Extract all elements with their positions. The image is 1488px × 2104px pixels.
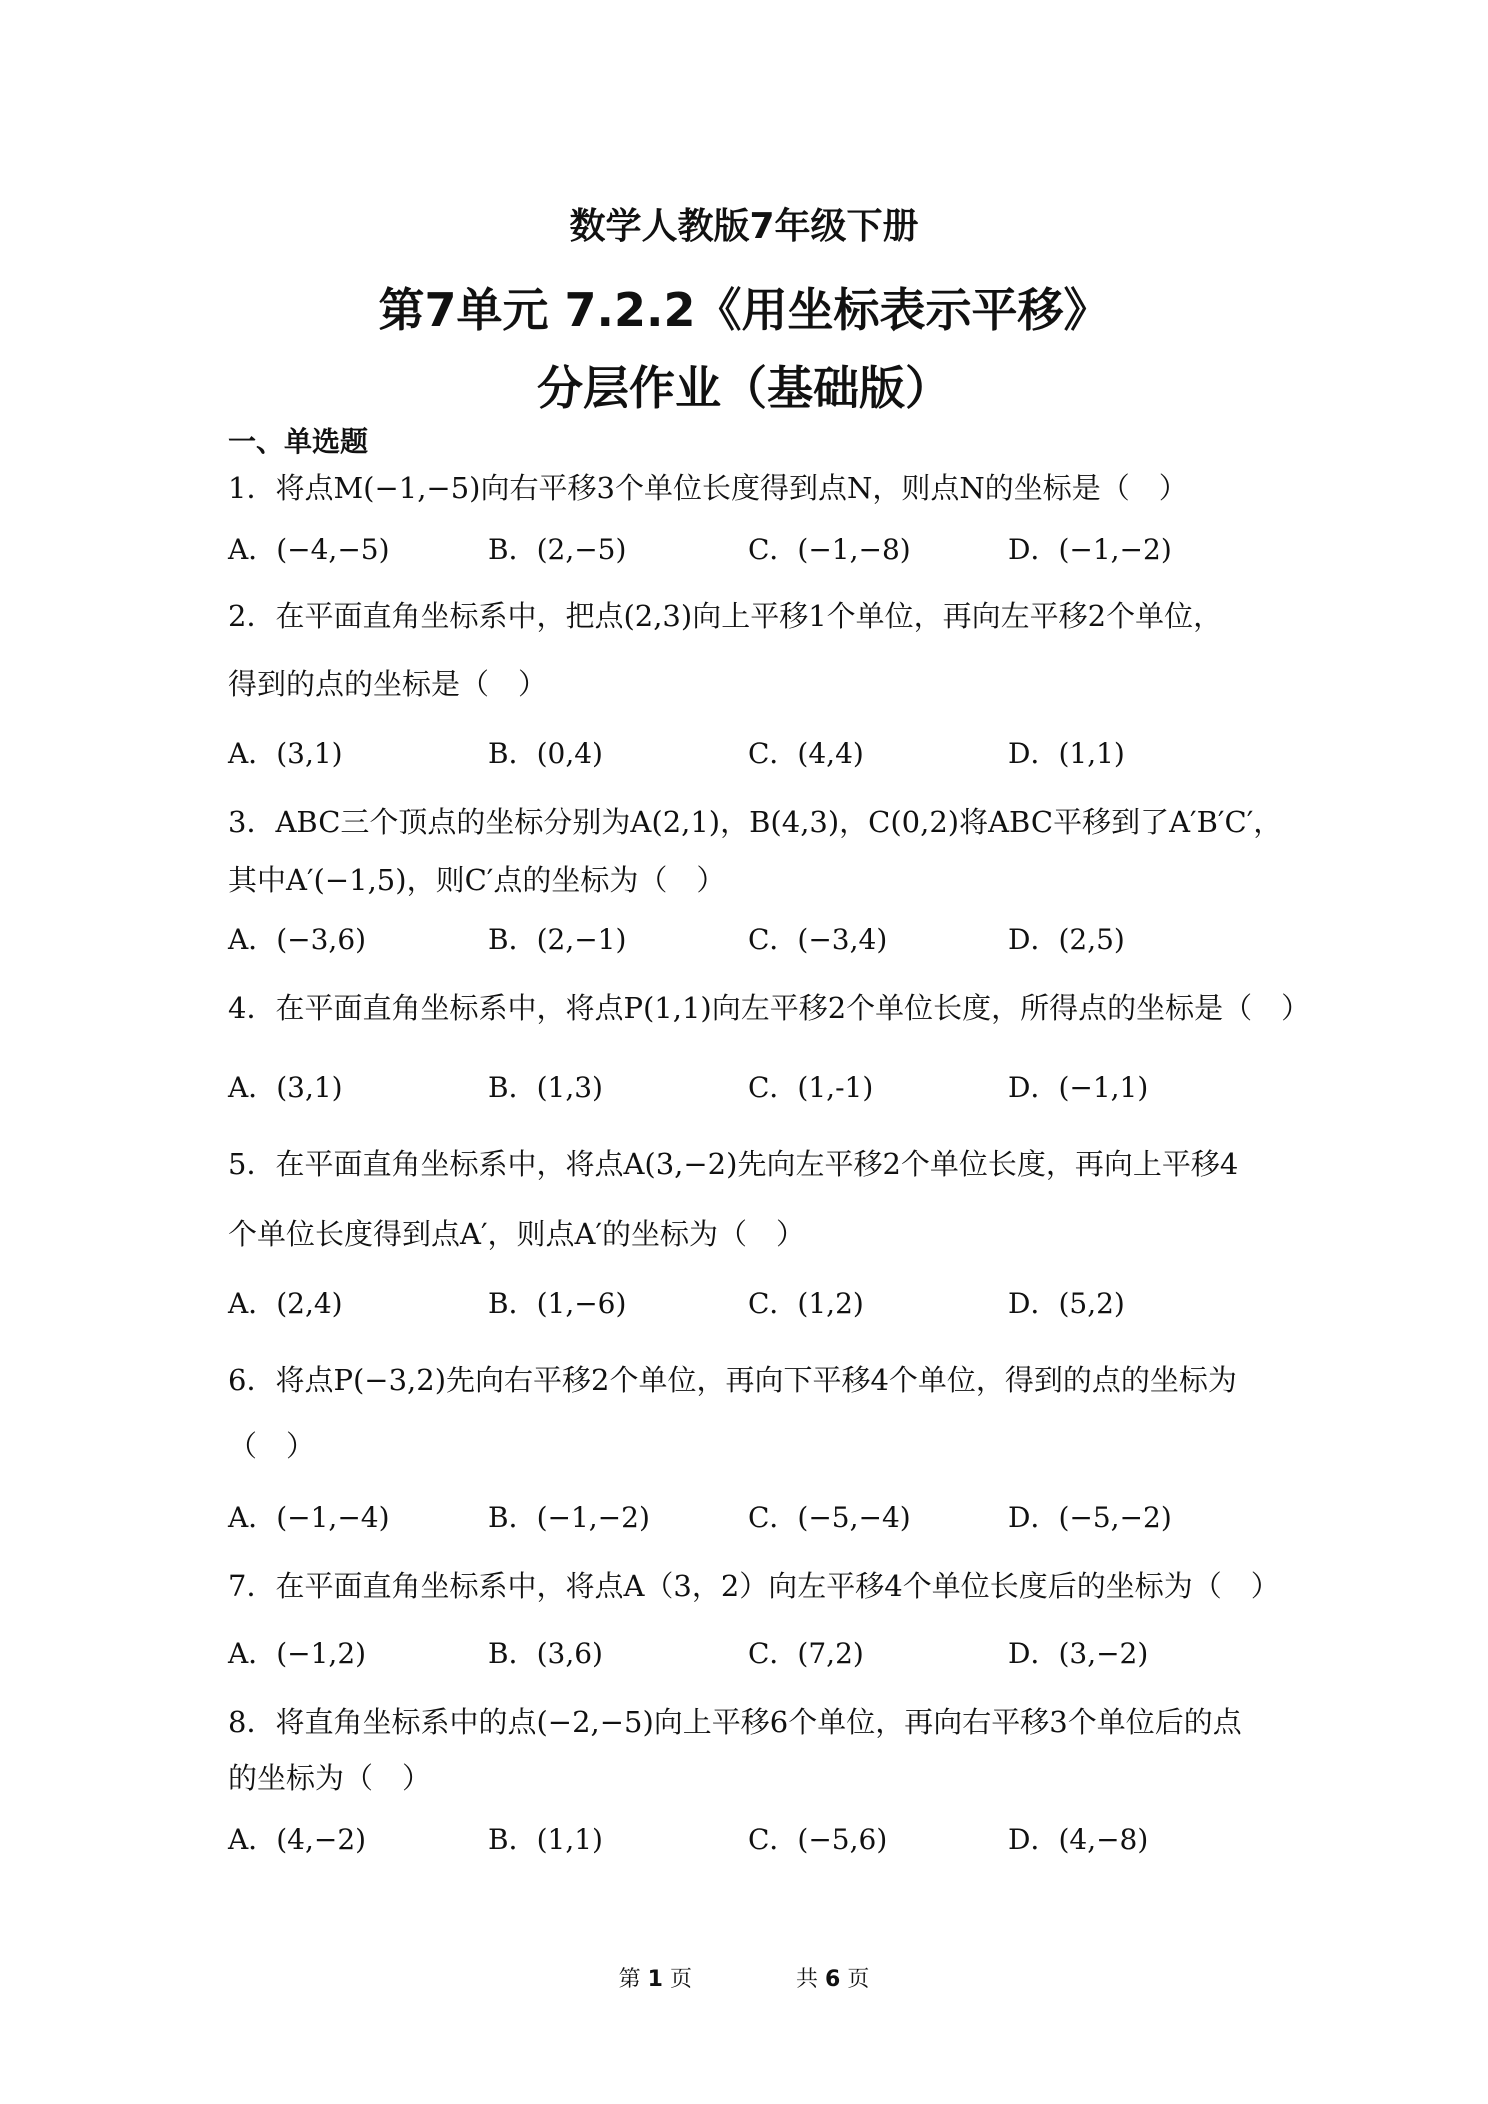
option-b: B．(2,−5) [488, 533, 627, 566]
option-c: C．(−1,−8) [748, 533, 911, 566]
question-text: 1．将点M(−1,−5)向右平移3个单位长度得到点N，则点N的坐标是（ ） [228, 471, 1188, 505]
option-d: D．(−1,1) [1008, 1071, 1149, 1104]
option-a: A．(4,−2) [228, 1823, 367, 1856]
option-a: A．(−4,−5) [228, 533, 390, 566]
option-c: C．(−3,4) [748, 923, 888, 956]
question-text-cont: 个单位长度得到点A′，则点A′的坐标为（ ） [228, 1217, 806, 1251]
total-label: 共 [796, 1967, 819, 1992]
title-line-1: 数学人教版7年级下册 [569, 206, 919, 247]
option-c: C．(1,2) [748, 1287, 864, 1320]
question-text: 7．在平面直角坐标系中，将点A（3，2）向左平移4个单位长度后的坐标为（ ） [228, 1569, 1280, 1603]
total-unit: 页 [847, 1967, 870, 1992]
question-text-cont: 的坐标为（ ） [228, 1761, 432, 1795]
question-text-cont: 得到的点的坐标是（ ） [228, 667, 548, 701]
option-b: B．(1,−6) [488, 1287, 627, 1320]
option-c: C．(7,2) [748, 1637, 864, 1670]
question-text: 5．在平面直角坐标系中，将点A(3,−2)先向左平移2个单位长度，再向上平移4 [228, 1147, 1239, 1181]
option-b: B．(1,3) [488, 1071, 603, 1104]
question-text: 4．在平面直角坐标系中，将点P(1,1)向左平移2个单位长度，所得点的坐标是（ ） [228, 991, 1311, 1025]
option-c: C．(1,-1) [748, 1071, 874, 1104]
question-text: 6．将点P(−3,2)先向右平移2个单位，再向下平移4个单位，得到的点的坐标为 [228, 1363, 1237, 1397]
title-line-2: 第7单元 7.2.2《用坐标表示平移》 [378, 283, 1110, 337]
option-d: D．(3,−2) [1008, 1637, 1149, 1670]
question-text: 2．在平面直角坐标系中，把点(2,3)向上平移1个单位，再向左平移2个单位， [228, 599, 1223, 633]
option-a: A．(−1,−4) [228, 1501, 390, 1534]
page-unit: 页 [669, 1967, 692, 1992]
option-a: A．(2,4) [228, 1287, 343, 1320]
option-d: D．(2,5) [1008, 923, 1125, 956]
question-text: 3．ABC三个顶点的坐标分别为A(2,1)，B(4,3)，C(0,2)将ABC平移到了A′B′C′， [228, 805, 1283, 839]
option-d: D．(−1,−2) [1008, 533, 1172, 566]
option-b: B．(1,1) [488, 1823, 603, 1856]
option-a: A．(−3,6) [228, 923, 367, 956]
option-c: C．(−5,6) [748, 1823, 888, 1856]
option-b: B．(3,6) [488, 1637, 603, 1670]
option-d: D．(1,1) [1008, 737, 1125, 770]
page-number: 1 [647, 1967, 663, 1992]
option-a: A．(3,1) [228, 1071, 343, 1104]
option-c: C．(4,4) [748, 737, 864, 770]
total-pages: 6 [825, 1967, 841, 1992]
option-b: B．(0,4) [488, 737, 603, 770]
title-line-3: 分层作业（基础版） [537, 361, 951, 415]
question-text-cont: 其中A′(−1,5)，则C′点的坐标为（ ） [228, 863, 726, 897]
section-title: 一、单选题 [228, 425, 369, 458]
option-b: B．(−1,−2) [488, 1501, 650, 1534]
option-d: D．(−5,−2) [1008, 1501, 1172, 1534]
option-c: C．(−5,−4) [748, 1501, 911, 1534]
page-label: 第 [618, 1967, 641, 1992]
option-b: B．(2,−1) [488, 923, 627, 956]
page-footer [0, 1962, 1488, 1993]
question-text: 8．将直角坐标系中的点(−2,−5)向上平移6个单位，再向右平移3个单位后的点 [228, 1705, 1242, 1739]
option-d: D．(5,2) [1008, 1287, 1125, 1320]
option-a: A．(3,1) [228, 737, 343, 770]
option-d: D．(4,−8) [1008, 1823, 1149, 1856]
option-a: A．(−1,2) [228, 1637, 367, 1670]
question-text-cont: （ ） [228, 1429, 316, 1463]
